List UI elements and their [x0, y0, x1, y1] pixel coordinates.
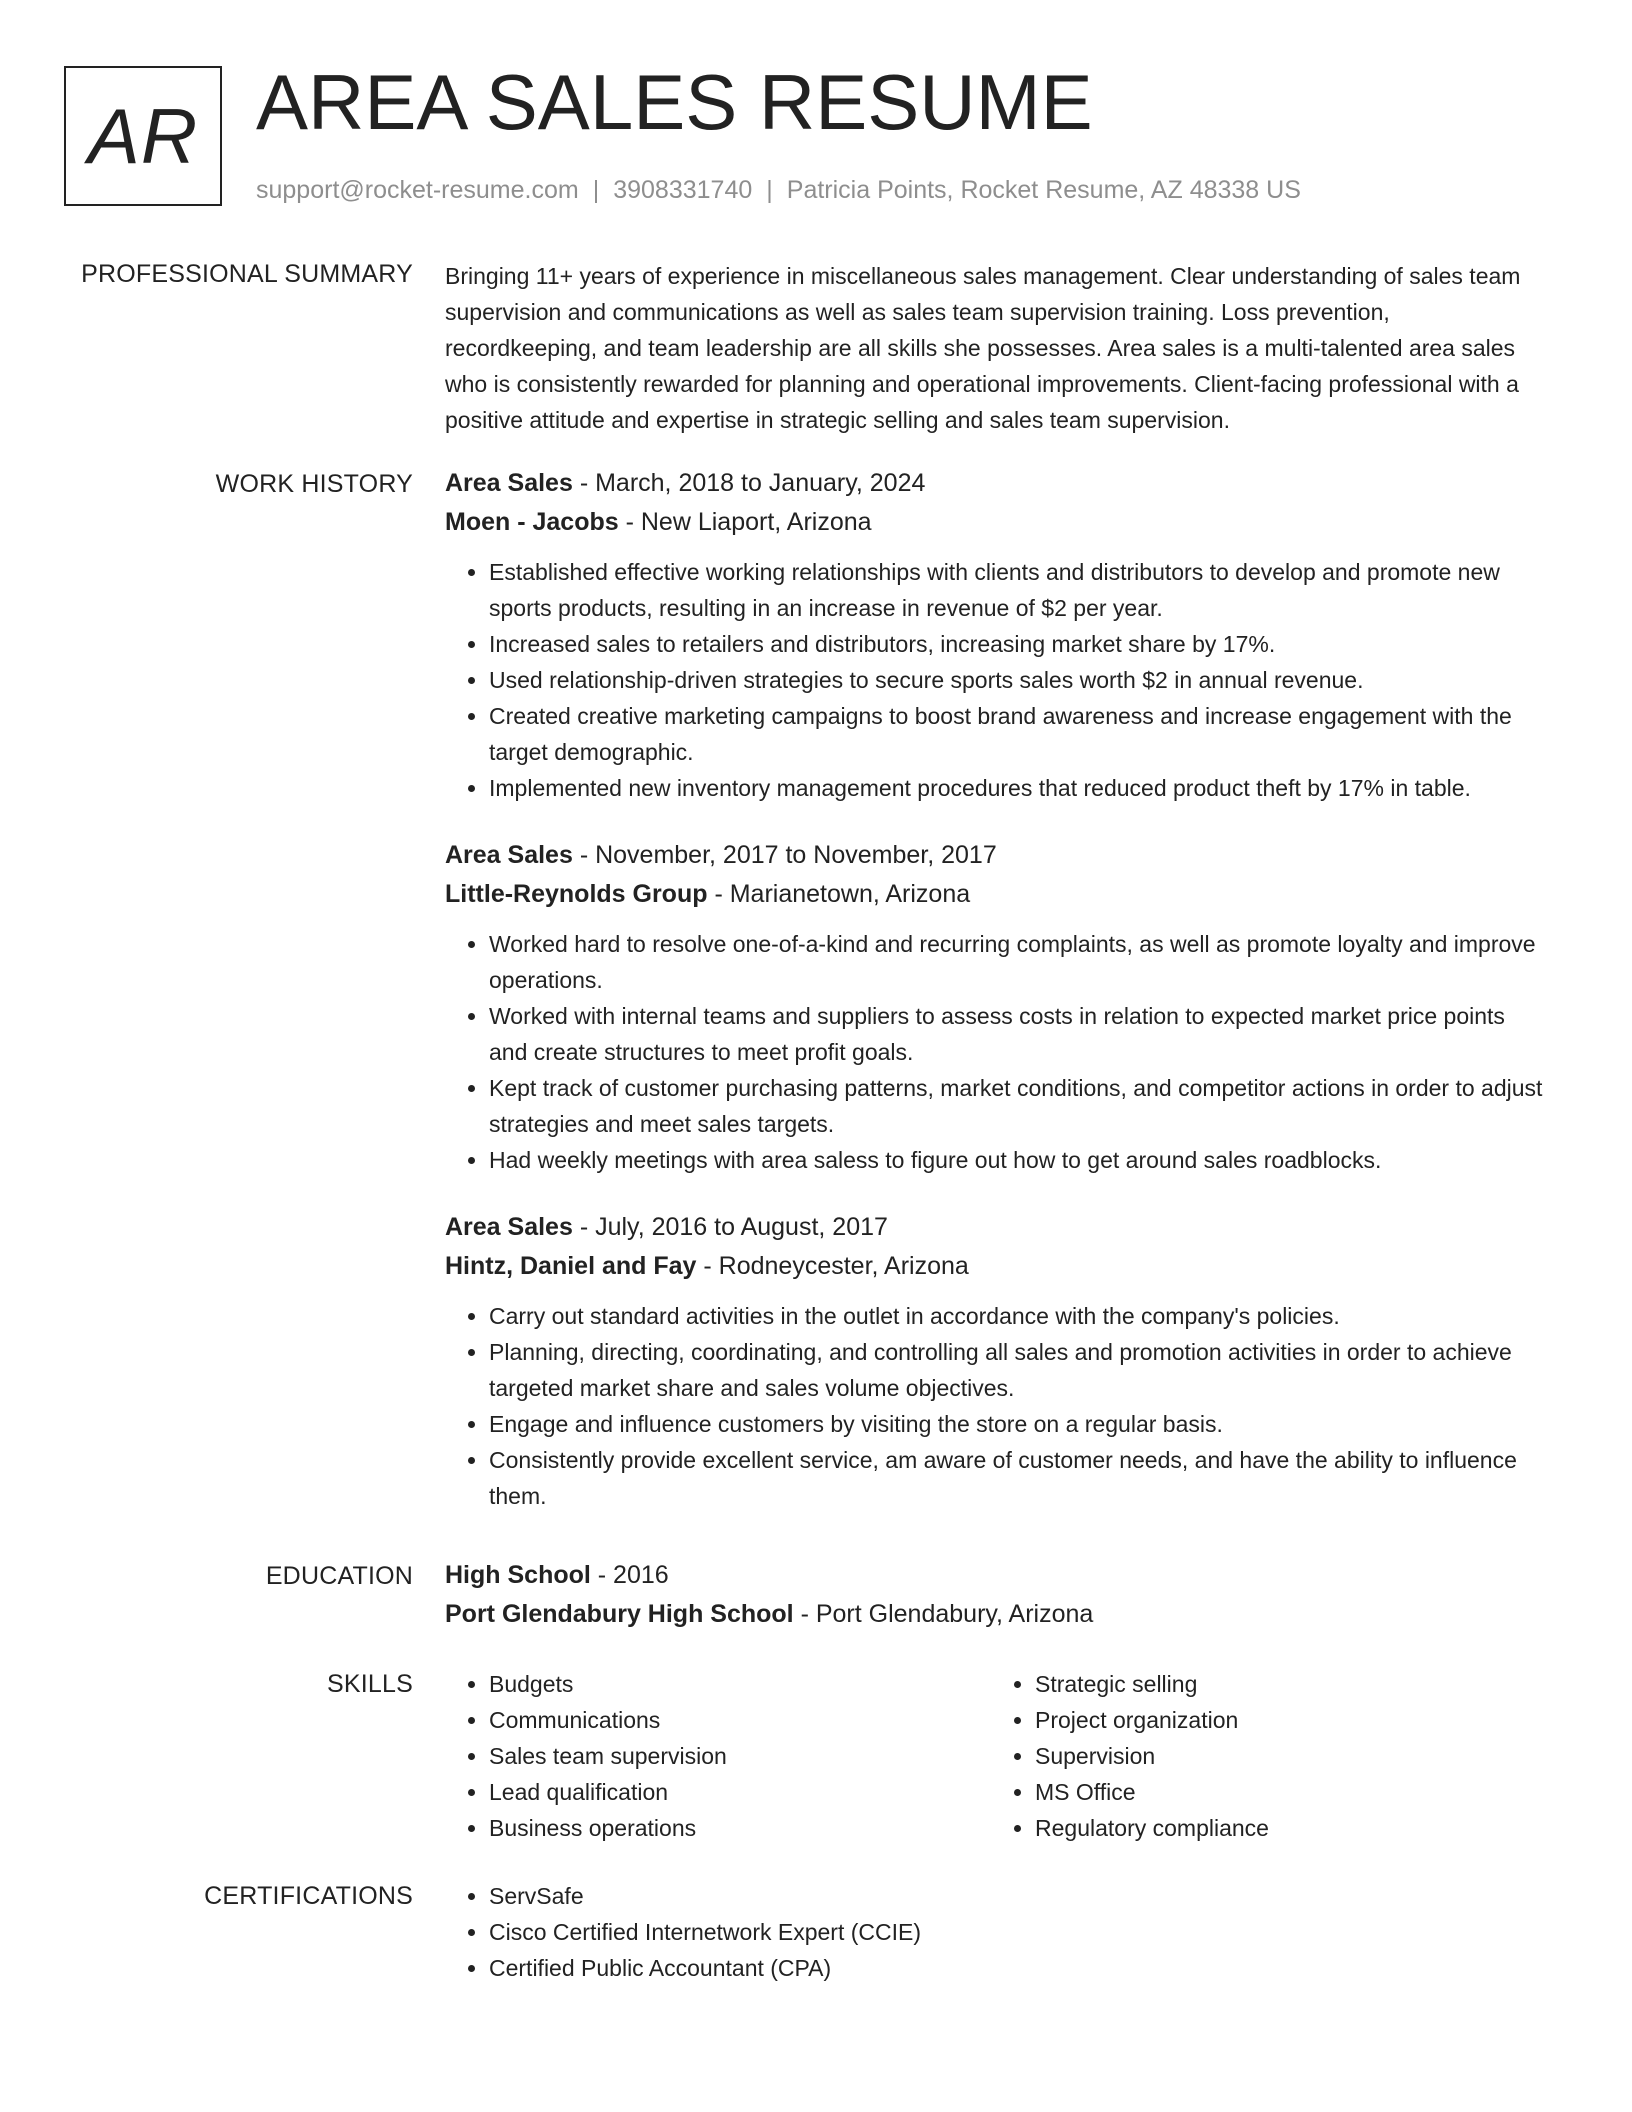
skill-item: • Lead qualification	[489, 1774, 991, 1810]
job-title: Area Sales	[445, 1213, 573, 1241]
job-bullet: • Used relationship-driven strategies to secure sports sales worth $2 in annual revenue.	[489, 662, 1545, 698]
job-bullet: • Established effective working relationships with clients and distributors to develop and promote new sports products, resulting in an increase in revenue of $2 per year.	[489, 554, 1545, 626]
job-company-line	[445, 1247, 1545, 1286]
skill-item: • MS Office	[1035, 1774, 1537, 1810]
job-bullet: • Consistently provide excellent service, am aware of customer needs, and have the ability to influence them.	[489, 1442, 1545, 1514]
job-bullet: • Carry out standard activities in the outlet in accordance with the company's policies.	[489, 1298, 1545, 1334]
monogram-badge: AR	[64, 66, 222, 206]
certification-item: • Certified Public Accountant (CPA)	[489, 1950, 1545, 1986]
job-bullet: • Created creative marketing campaigns to boost brand awareness and increase engagement with the target demographic.	[489, 698, 1545, 770]
skills-list-right	[991, 1666, 1537, 1846]
certifications-list	[445, 1878, 1545, 1986]
contact-separator: |	[766, 176, 773, 204]
skill-item: • Budgets	[489, 1666, 991, 1702]
skill-item: • Project organization	[1035, 1702, 1537, 1738]
skill-item: • Business operations	[489, 1810, 991, 1846]
job-company: Little-Reynolds Group	[445, 880, 708, 908]
skill-item: • Regulatory compliance	[1035, 1810, 1537, 1846]
job-title: Area Sales	[445, 469, 573, 497]
education-year: - 2016	[590, 1561, 669, 1589]
job-location: - Rodneycester, Arizona	[696, 1252, 969, 1280]
job-dates: - November, 2017 to November, 2017	[572, 841, 997, 869]
contact-line	[256, 174, 1301, 206]
job-bullet: • Worked with internal teams and suppliers to assess costs in relation to expected market price points and create structures to meet profit goals.	[489, 998, 1545, 1070]
job-company-line	[445, 875, 1545, 914]
education-body	[445, 1556, 1545, 1634]
job-entry	[445, 836, 1545, 1178]
job-bullet: • Kept track of customer purchasing patterns, market conditions, and competitor actions in order to adjust strategies and meet sales targets.	[489, 1070, 1545, 1142]
job-dates: - July, 2016 to August, 2017	[572, 1213, 888, 1241]
summary-text: Bringing 11+ years of experience in miscellaneous sales management. Clear understanding of sales team supervision and communications as well as sales team supervision training. Loss prevention, recordkeeping, and team leadership are all skills she possesses. Area sales is a multi-talented area sales who is consistently rewarded for planning and operational improvements. Client-facing professional with a positive attitude and expertise in strategic selling and sales team supervision.	[445, 263, 1521, 433]
education-location: - Port Glendabury, Arizona	[793, 1600, 1094, 1628]
education-degree: High School	[445, 1561, 591, 1589]
work-history-label: WORK HISTORY	[215, 470, 413, 498]
skills-body	[445, 1666, 1545, 1846]
job-company-line	[445, 503, 1545, 542]
job-location: - New Liaport, Arizona	[618, 508, 872, 536]
job-entry	[445, 1208, 1545, 1514]
job-dates: - March, 2018 to January, 2024	[572, 469, 926, 497]
job-title-line	[445, 1208, 1545, 1247]
skill-item: • Strategic selling	[1035, 1666, 1537, 1702]
certifications-body	[445, 1878, 1545, 1986]
contact-email: support@rocket-resume.com	[256, 176, 579, 204]
job-bullet: • Planning, directing, coordinating, and controlling all sales and promotion activities in order to achieve targeted market share and sales volume objectives.	[489, 1334, 1545, 1406]
education-label: EDUCATION	[265, 1562, 413, 1590]
job-bullets	[445, 926, 1545, 1178]
education-school-line	[445, 1595, 1545, 1634]
summary-body	[445, 258, 1545, 438]
certification-item: • ServSafe	[489, 1878, 1545, 1914]
skill-item: • Sales team supervision	[489, 1738, 991, 1774]
education-school: Port Glendabury High School	[445, 1600, 794, 1628]
work-history-body	[445, 464, 1545, 1544]
job-entry	[445, 464, 1545, 806]
job-bullet: • Increased sales to retailers and distributors, increasing market share by 17%.	[489, 626, 1545, 662]
contact-separator: |	[592, 176, 600, 204]
job-bullets	[445, 554, 1545, 806]
contact-address: Patricia Points, Rocket Resume, AZ 48338 US	[786, 176, 1301, 204]
job-bullet: • Had weekly meetings with area saless to figure out how to get around sales roadblocks.	[489, 1142, 1545, 1178]
skill-item: • Supervision	[1035, 1738, 1537, 1774]
job-location: - Marianetown, Arizona	[707, 880, 971, 908]
summary-label: PROFESSIONAL SUMMARY	[81, 260, 413, 288]
job-bullets	[445, 1298, 1545, 1514]
education-degree-line	[445, 1556, 1545, 1595]
skills-grid	[445, 1666, 1545, 1846]
certification-item: • Cisco Certified Internetwork Expert (CCIE)	[489, 1914, 1545, 1950]
job-title: Area Sales	[445, 841, 573, 869]
resume-title: AREA SALES RESUME	[256, 58, 1093, 146]
job-bullet: • Implemented new inventory management procedures that reduced product theft by 17% in table.	[489, 770, 1545, 806]
contact-phone: 3908331740	[613, 176, 753, 204]
certifications-label: CERTIFICATIONS	[204, 1882, 413, 1910]
job-title-line	[445, 464, 1545, 503]
skills-label: SKILLS	[327, 1670, 413, 1698]
certifications-grid	[445, 1878, 1545, 1986]
job-company: Moen - Jacobs	[445, 508, 619, 536]
job-title-line	[445, 836, 1545, 875]
job-bullet: • Engage and influence customers by visiting the store on a regular basis.	[489, 1406, 1545, 1442]
job-bullet: • Worked hard to resolve one-of-a-kind and recurring complaints, as well as promote loyalty and improve operations.	[489, 926, 1545, 998]
skills-list-left	[445, 1666, 991, 1846]
job-company: Hintz, Daniel and Fay	[445, 1252, 697, 1280]
skill-item: • Communications	[489, 1702, 991, 1738]
